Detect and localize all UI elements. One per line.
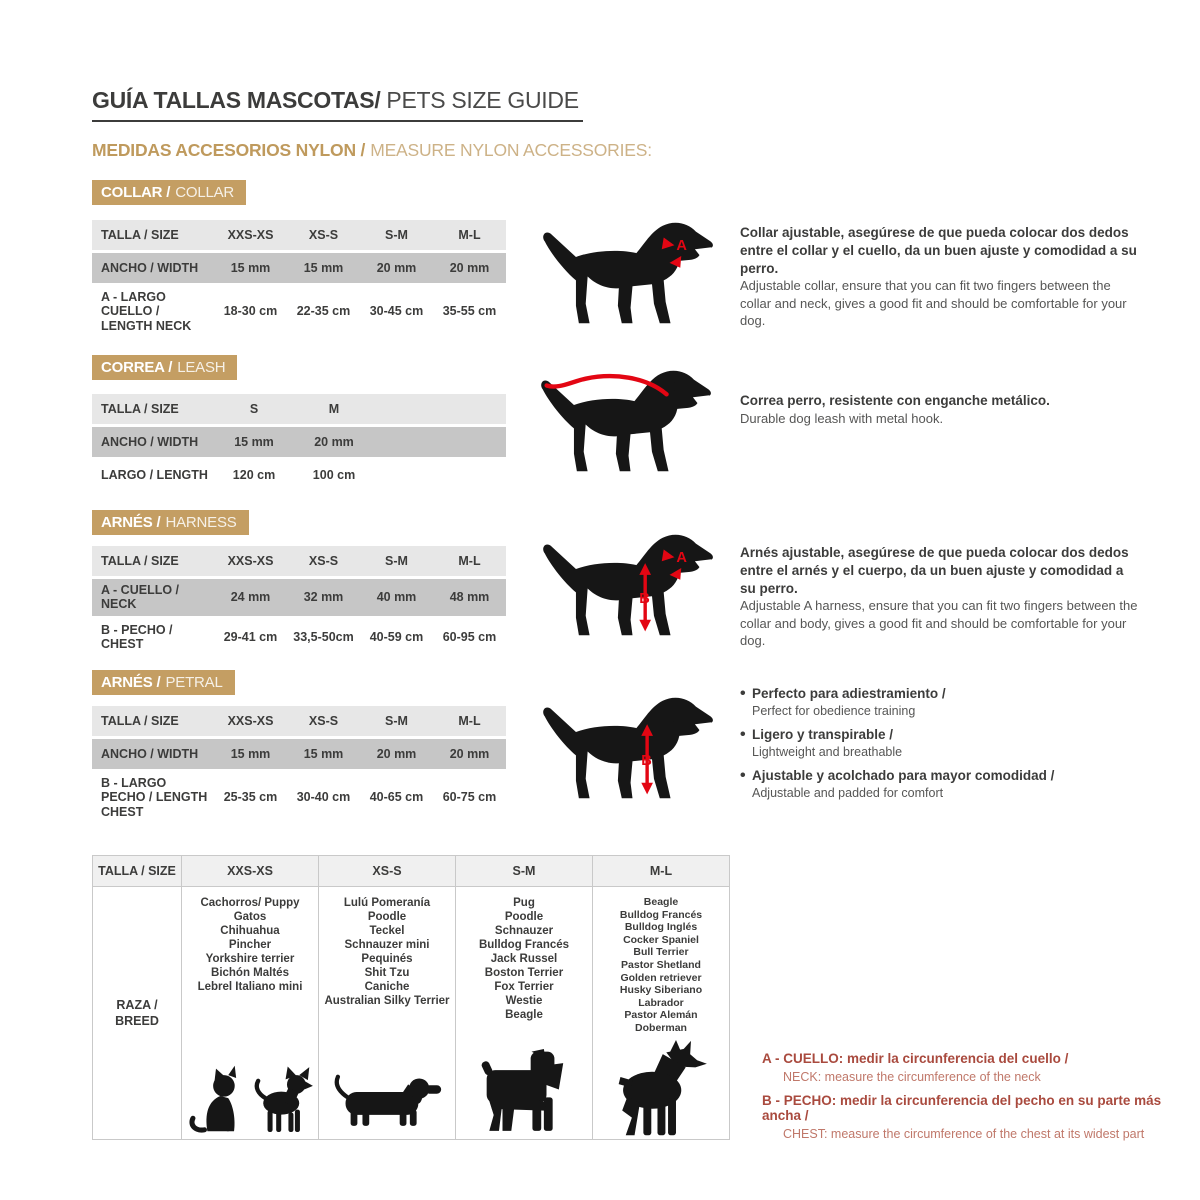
petral-size-table (92, 706, 506, 823)
breed-name: Fox Terrier (494, 981, 554, 993)
feature-es: • Perfecto para adiestramiento / (752, 686, 946, 701)
breed-name: Bichón Maltés (211, 967, 289, 979)
size-col-header: XXS-XS (227, 713, 274, 728)
table-row (92, 739, 506, 769)
measurement-notes (762, 1042, 1192, 1141)
badge-en: COLLAR (175, 184, 235, 201)
badge-es: ARNÉS / (101, 674, 161, 691)
page-title-en: PETS SIZE GUIDE (386, 87, 579, 114)
breed-name: Husky Siberiano (619, 984, 703, 997)
feature-en: Lightweight and breathable (752, 745, 903, 759)
breed-size-header: M-L (592, 856, 729, 886)
breed-name: Beagle (643, 896, 679, 908)
note-neck-en: NECK: measure the circumference of the neck (783, 1070, 1041, 1084)
row-label: A - LARGO CUELLO / LENGTH NECK (101, 290, 192, 333)
breed-name: Gatos (233, 911, 267, 923)
value-cell: 60-75 cm (442, 790, 497, 805)
value-cell: 30-45 cm (369, 304, 424, 319)
table-header-row (92, 706, 506, 736)
value-cell: 120 cm (232, 467, 276, 482)
breed-list (479, 896, 569, 1022)
value-cell: 15 mm (234, 434, 274, 449)
value-cell: 20 mm (314, 434, 354, 449)
breed-icons (608, 1040, 714, 1139)
page-subtitle (92, 140, 652, 161)
doberman-icon (608, 1040, 714, 1137)
collar-section-badge (92, 180, 246, 205)
breed-list (620, 896, 702, 1035)
breed-name: Poodle (504, 911, 544, 923)
breed-column-XS-S (318, 887, 455, 1139)
feature-en: Adjustable and padded for comfort (752, 786, 944, 800)
row-label: B - LARGO PECHO / LENGTH CHEST (101, 776, 208, 819)
collar-size-table (92, 220, 506, 337)
breed-size-header: S-M (455, 856, 592, 886)
value-cell: 35-55 cm (442, 304, 497, 319)
table-header-row (92, 220, 506, 250)
petral-section-badge (92, 670, 235, 695)
breed-name: Bull Terrier (633, 946, 689, 959)
breed-name: Chihuahua (220, 925, 280, 937)
value-cell: 15 mm (230, 260, 271, 275)
leash-size-table (92, 394, 506, 490)
value-cell: 40-59 cm (369, 629, 424, 644)
breed-name: Pastor Alemán (624, 1009, 698, 1022)
breed-column-M-L (592, 887, 729, 1139)
subtitle-es: MEDIDAS ACCESORIOS NYLON / (92, 140, 366, 160)
feature-bullet (740, 727, 1160, 759)
petral-b-marker (641, 724, 653, 794)
value-cell: 32 mm (303, 590, 344, 605)
size-col-header: XXS-XS (227, 553, 274, 568)
petral-feature-list (740, 686, 1160, 809)
value-cell: 22-35 cm (296, 304, 351, 319)
breed-table-header (93, 856, 729, 887)
harness-section-badge (92, 510, 249, 535)
feature-es: • Ajustable y acolchado para mayor comodidad / (752, 768, 1055, 783)
breed-name: Schnauzer mini (344, 939, 430, 951)
feature-bullet (740, 686, 1160, 718)
row-label: B - PECHO / CHEST (101, 622, 173, 652)
breed-name: Labrador (638, 996, 684, 1009)
row-label: ANCHO / WIDTH (101, 260, 199, 275)
label-col-header: TALLA / SIZE (101, 713, 179, 728)
label-col-header: TALLA / SIZE (101, 227, 179, 242)
size-col-header: S-M (385, 553, 408, 568)
breed-name: Pincher (228, 939, 272, 951)
chihuahua-icon (248, 1065, 313, 1137)
breed-name: Pug (513, 897, 535, 909)
label-col-header: TALLA / SIZE (101, 553, 179, 568)
schnauzer-icon (476, 1049, 573, 1137)
badge-es: ARNÉS / (101, 514, 161, 531)
harness-description-en: Adjustable A harness, ensure that you can fit two fingers between the collar and body, gives a good fit and should be comfortable for your dog. (740, 598, 1138, 648)
badge-es: COLLAR / (101, 184, 171, 201)
breed-name: Shit Tzu (364, 967, 410, 979)
table-row (92, 772, 506, 823)
value-cell: 40-65 cm (369, 790, 424, 805)
value-cell: 20 mm (449, 260, 490, 275)
breed-icons (332, 1069, 442, 1139)
size-col-header: S-M (385, 713, 408, 728)
leash-description (740, 392, 1140, 427)
breed-name: Pastor Shetland (621, 958, 701, 971)
marker-letter-b: B (639, 591, 650, 608)
table-row (92, 253, 506, 283)
page-title-es: GUÍA TALLAS MASCOTAS/ (92, 87, 381, 114)
page-title (92, 87, 583, 122)
harness-description-es: Arnés ajustable, asegúrese de que pueda colocar dos dedos entre el arnés y el cuerpo, da un buen ajuste y comodidad a su perro. (740, 545, 1129, 596)
harness-b-marker (639, 563, 651, 631)
harness-size-table (92, 546, 506, 656)
table-row (92, 427, 506, 457)
leash-description-en: Durable dog leash with metal hook. (740, 410, 944, 426)
size-col-header: M-L (458, 227, 481, 242)
value-cell: 60-95 cm (442, 629, 497, 644)
size-col-header: S (249, 401, 259, 416)
note-chest-en: CHEST: measure the circumference of the chest at its widest part (783, 1127, 1145, 1141)
badge-en: HARNESS (165, 514, 237, 531)
breed-list (198, 896, 303, 994)
cat-icon (187, 1065, 245, 1137)
badge-es: CORREA / (101, 359, 173, 376)
breed-name: Boston Terrier (484, 967, 564, 979)
value-cell: 18-30 cm (223, 304, 278, 319)
dog-with-harness-markers-illustration (535, 530, 730, 647)
value-cell: 20 mm (449, 746, 490, 761)
value-cell: 30-40 cm (296, 790, 351, 805)
badge-en: PETRAL (165, 674, 223, 691)
value-cell: 20 mm (376, 260, 417, 275)
breed-name: Caniche (364, 981, 410, 993)
feature-bullet (740, 768, 1160, 800)
breed-icons (476, 1049, 573, 1139)
row-label: A - CUELLO / NECK (101, 583, 180, 612)
breed-label-header: TALLA / SIZE (98, 864, 176, 878)
value-cell: 20 mm (376, 746, 417, 761)
size-col-header: S-M (385, 227, 408, 242)
breed-size-table (92, 855, 730, 1140)
breed-column-XXS-XS (181, 887, 318, 1139)
collar-description-en: Adjustable collar, ensure that you can fit two fingers between the collar and neck, gives a good fit and should be comfortable for your dog. (740, 278, 1127, 328)
size-col-header: XS-S (308, 227, 339, 242)
value-cell: 15 mm (303, 260, 344, 275)
row-label: LARGO / LENGTH (101, 467, 208, 482)
size-col-header: M-L (458, 713, 481, 728)
breed-name: Westie (505, 995, 543, 1007)
breed-name: Cachorros/ Puppy (200, 897, 300, 909)
breed-name: Pequinés (361, 953, 413, 965)
table-header-row (92, 546, 506, 576)
table-header-row (92, 394, 506, 424)
value-cell: 15 mm (303, 746, 344, 761)
value-cell: 24 mm (230, 590, 271, 605)
breed-name: Doberman (635, 1021, 687, 1034)
breed-name: Jack Russel (490, 953, 558, 965)
table-row (92, 286, 506, 337)
dachshund-icon (332, 1069, 442, 1137)
value-cell: 29-41 cm (223, 629, 278, 644)
subtitle-en: MEASURE NYLON ACCESSORIES: (370, 140, 652, 160)
breed-size-header: XXS-XS (181, 856, 318, 886)
badge-en: LEASH (177, 359, 226, 376)
breed-name: Yorkshire terrier (205, 953, 295, 965)
breed-table-body (93, 887, 729, 1139)
table-row (92, 460, 506, 490)
leash-section-badge (92, 355, 237, 380)
value-cell: 25-35 cm (223, 790, 278, 805)
breed-column-S-M (455, 887, 592, 1139)
breed-name: Cocker Spaniel (623, 933, 699, 946)
collar-description-es: Collar ajustable, asegúrese de que pueda colocar dos dedos entre el collar y el cuello, da un buen ajuste y comodidad a su perro. (740, 225, 1137, 276)
harness-description (740, 544, 1140, 649)
collar-description (740, 224, 1140, 329)
value-cell: 40 mm (376, 590, 417, 605)
label-col-header: TALLA / SIZE (101, 401, 179, 416)
breed-name: Poodle (367, 911, 407, 923)
size-col-header: M (328, 401, 340, 416)
breed-name: Schnauzer (494, 925, 554, 937)
breed-name: Beagle (505, 1009, 543, 1021)
breed-list (324, 896, 449, 1008)
breed-name: Teckel (369, 925, 405, 937)
breed-name: Bulldog Francés (478, 939, 570, 951)
row-label: ANCHO / WIDTH (101, 434, 199, 449)
marker-letter-a: A (676, 238, 687, 255)
value-cell: 33,5-50cm (293, 629, 354, 644)
breed-name: Lulú Pomeranía (343, 897, 431, 909)
feature-es: • Ligero y transpirable / (752, 727, 894, 742)
breed-name: Bulldog Inglés (624, 921, 698, 934)
size-col-header: XS-S (308, 553, 339, 568)
dog-with-collar-marker-illustration (535, 218, 730, 335)
size-col-header: XS-S (308, 713, 339, 728)
breed-name: Lebrel Italiano mini (197, 981, 303, 993)
dog-with-chest-marker-illustration (535, 693, 730, 810)
size-col-header: XXS-XS (227, 227, 274, 242)
table-row (92, 619, 506, 656)
table-row (92, 579, 506, 616)
leash-description-es: Correa perro, resistente con enganche metálico. (740, 393, 1050, 408)
dog-with-leash-illustration (533, 366, 728, 483)
size-col-header: M-L (458, 553, 481, 568)
value-cell: 15 mm (230, 746, 271, 761)
breed-name: Bulldog Francés (619, 908, 703, 921)
breed-name: Australian Silky Terrier (324, 995, 450, 1007)
value-cell: 100 cm (312, 467, 356, 482)
marker-letter-a: A (676, 550, 687, 567)
breed-size-header: XS-S (318, 856, 455, 886)
breed-icons (187, 1065, 313, 1139)
row-label: ANCHO / WIDTH (101, 746, 199, 761)
marker-letter-b: B (641, 753, 652, 770)
feature-en: Perfect for obedience training (752, 704, 916, 718)
note-neck-es: A - CUELLO: medir la circunferencia del cuello / (762, 1051, 1069, 1066)
value-cell: 48 mm (449, 590, 490, 605)
note-chest-es: B - PECHO: medir la circunferencia del pecho en su parte más ancha / (762, 1093, 1162, 1123)
breed-row-label: RAZA / BREED (115, 997, 159, 1028)
breed-name: Golden retriever (620, 971, 702, 984)
